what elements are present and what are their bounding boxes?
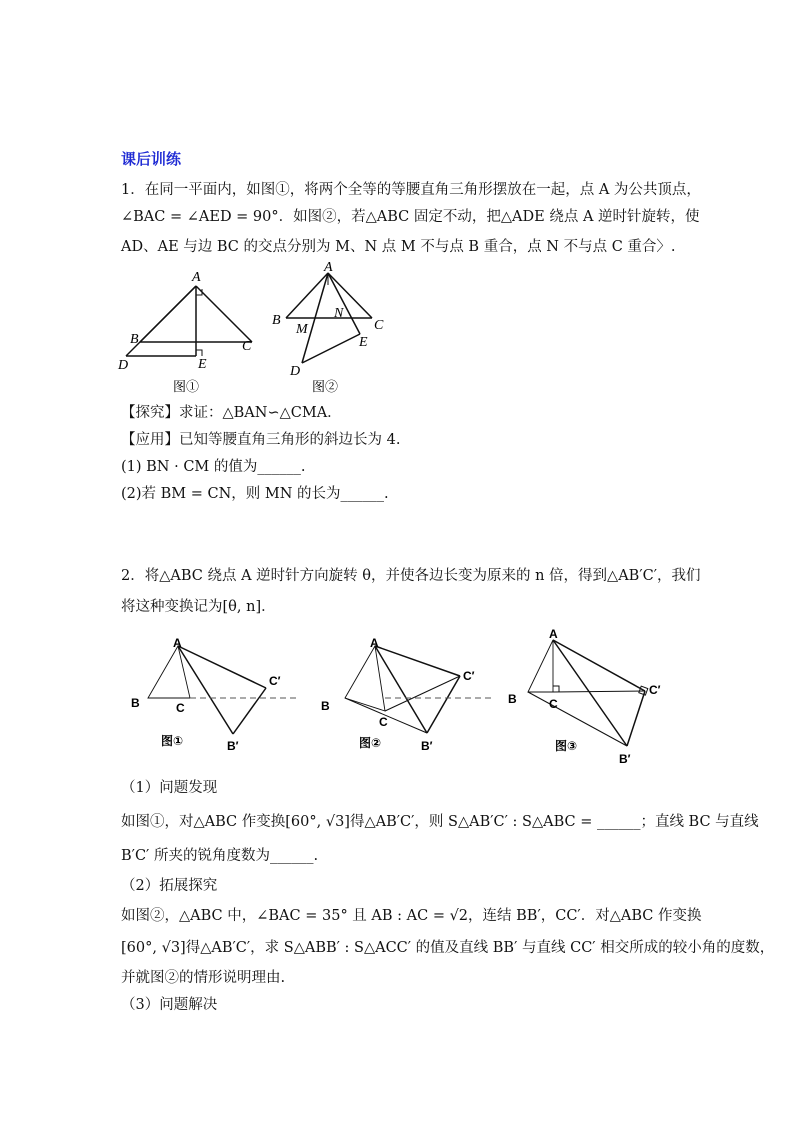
fig1-label-d: D [118,358,129,373]
q2-sub2-title: （2）拓展探究 [121,878,218,894]
q1-figure-2 [268,260,408,398]
fig2-label-n: N [334,306,344,321]
q2-fig2-label-a: A [370,636,379,650]
q2-fig3-label-b: B [508,692,517,706]
q2-figure-3 [503,628,688,768]
q1-line-3: AD、AE 与边 BC 的交点分别为 M、N 点 M 不与点 B 重合，点 N 不与点 C 重合〉. [121,239,676,255]
q2-fig1-label-a: A [173,636,182,650]
q2-sub2-line-1: 如图②，△ABC 中，∠BAC = 35° 且 AB : AC = √2，连结 BB′，CC′．对△ABC 作变换 [121,908,702,924]
q2-figure-2 [315,638,500,768]
q2-fig3-label-c: C [549,697,558,711]
fig2-caption: 图② [312,379,339,394]
q2-fig1-label-b: B [131,696,140,710]
q1-part-2: (2)若 BM = CN，则 MN 的长为______. [121,486,389,502]
q2-fig1-label-c: C [176,701,185,715]
q2-sub1-line-2: B′C′ 所夹的锐角度数为______. [121,848,319,864]
q1-line-2: ∠BAC = ∠AED = 90°．如图②，若△ABC 固定不动，把△ADE 绕点 A 逆时针旋转，使 [121,209,700,225]
q2-fig2-label-cp: C′ [463,669,475,683]
q2-fig2-label-b: B [321,699,330,713]
q2-fig3-caption: 图③ [555,739,578,753]
q1-explore: 【探究】求证：△BAN∽△CMA． [121,405,342,421]
fig2-label-b: B [272,313,281,328]
fig1-label-c: C [242,339,252,354]
q2-sub2-line-2: [60°, √3]得△AB′C′，求 S△ABB′ : S△ACC′ 的值及直线 BB′ 与直线 CC′ 相交所成的较小角的度数， [121,940,775,956]
q2-fig1-caption: 图① [161,734,184,748]
fig1-label-b: B [130,332,139,347]
section-title: 课后训练 [121,150,182,168]
q2-line-1: 2．将△ABC 绕点 A 逆时针方向旋转 θ，并使各边长变为原来的 n 倍，得到△AB′C′，我们 [121,568,701,584]
q1-apply: 【应用】已知等腰直角三角形的斜边长为 4. [121,432,401,448]
q2-fig3-label-cp: C′ [649,683,661,697]
q2-sub3-title: （3）问题解决 [121,997,218,1013]
fig2-label-a: A [324,260,333,275]
q2-fig2-caption: 图② [359,736,382,750]
q1-line-1: 1．在同一平面内，如图①，将两个全等的等腰直角三角形摆放在一起，点 A 为公共顶点， [121,182,701,198]
fig1-label-e: E [198,357,207,372]
q2-fig1-label-cp: C′ [269,674,281,688]
q2-sub1-line-1: 如图①，对△ABC 作变换[60°, √3]得△AB′C′，则 S△AB′C′ : S△ABC = ______；直线 BC 与直线 [121,814,759,830]
q2-line-2: 将这种变换记为[θ, n]． [121,599,276,615]
fig2-label-c: C [374,318,384,333]
q2-fig2-label-c: C [379,715,388,729]
q2-fig1-label-bp: B′ [227,739,239,753]
fig2-label-d: D [290,364,301,379]
q1-part-1: (1) BN · CM 的值为______. [121,459,306,475]
q2-sub2-line-3: 并就图②的情形说明理由. [121,970,286,986]
fig2-label-e: E [359,335,368,350]
q2-figure-1 [125,638,310,768]
fig1-caption: 图① [173,379,200,394]
fig1-label-a: A [192,270,201,285]
q2-fig3-label-bp: B′ [619,752,631,766]
q2-sub1-title: （1）问题发现 [121,780,218,796]
fig2-label-m: M [296,322,308,337]
q2-fig3-label-a: A [549,627,558,641]
q1-figure-1 [118,268,268,398]
q2-fig2-label-bp: B′ [421,739,433,753]
